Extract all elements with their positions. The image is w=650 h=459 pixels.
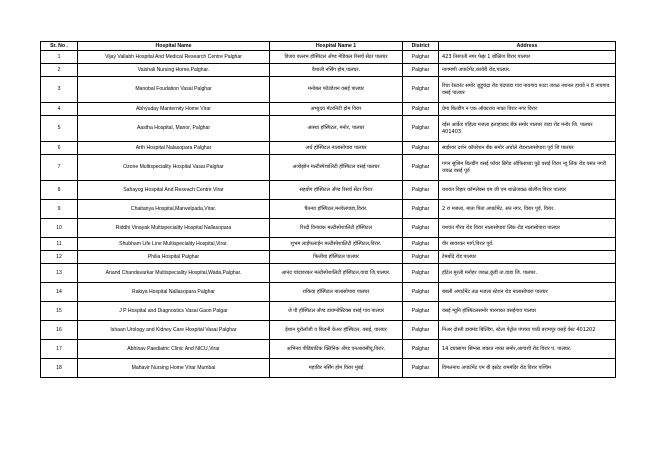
cell-hospital-name-1: मनोबल फॉउंडेशन वसई पालघर	[270, 77, 403, 103]
cell-hospital-name: Vijay Vallabh Hospital And Medical Research Centre Palghar	[78, 51, 270, 64]
cell-district: Palghar	[403, 219, 439, 238]
cell-sr-no: 18	[41, 359, 78, 378]
cell-sr-no: 3	[41, 77, 78, 103]
cell-address: हॉटेल मुरली मनोहर जवळ,कुंडी ता.वाडा जि. पालघर.	[439, 264, 616, 283]
cell-address: यशवंत गौरव रोड विरार नालासोपारा लिंक रोड नालासोपारा पालघर	[439, 219, 616, 238]
cell-hospital-name-1: रिध्दी विनायक मल्टीस्पेशालिटी हॉस्पिटल	[270, 219, 403, 238]
cell-hospital-name: Shubham Life Line Multispeciality Hospital,Virar.	[78, 238, 270, 251]
cell-hospital-name-1: विजय वल्लभ हॉस्पिटल अँण्ड मेडिकल रिसर्च सेंटर पालघर	[270, 51, 403, 64]
cell-hospital-name: Ishaan Urology and Kidney Care Hospital Vasai Palghar	[78, 321, 270, 340]
cell-hospital-name: Abhyuday Manternity Home Virar	[78, 103, 270, 116]
cell-district: Palghar	[403, 77, 439, 103]
cell-hospital-name: Sahayog Hospital And Reseach Centre Virar	[78, 181, 270, 200]
cell-address: रईस आर्केड पहिला मजला इलाहाबाद बँक समोर पालघर वाडा रोड मनोर जि. पालघर 401403	[439, 116, 616, 142]
cell-address: 423 तिरुपती नगर फेझ 1 बोळिंज विरार पालघर	[439, 51, 616, 64]
cell-district: Palghar	[403, 51, 439, 64]
table-body	[41, 51, 616, 378]
cell-address: साईश्वर दर्शन कॉपरेशन बँक समोर अचोले रोडनालासोपारा पूर्व जि पालघर	[439, 142, 616, 155]
cell-district: Palghar	[403, 64, 439, 77]
cell-hospital-name-1: अभ्युदय मॅटरनिटी होम विरार	[270, 103, 403, 116]
cell-sr-no: 5	[41, 116, 78, 142]
cell-hospital-name-1: अभिनव पीडियाटिक क्लिनिक अँण्ड एनआयसीयू,विरार.	[270, 340, 403, 359]
table-row	[41, 155, 616, 181]
table-row	[41, 321, 616, 340]
cell-sr-no: 6	[41, 142, 78, 155]
cell-hospital-name: Abhinav Paediatric Clinic And NICU,Virar	[78, 340, 270, 359]
header-hospital-name-1: Hospital Name 1	[270, 42, 403, 51]
cell-address: 2 रा मजला, माता पिता अपार्टमेंट, संत नगर, विरार पूर्व, विरार.	[439, 200, 616, 219]
cell-hospital-name: Vaishali Nursing Home,Palghar.	[78, 64, 270, 77]
cell-hospital-name-1: आस्था हॉस्पिटल, मनोर, पालघर	[270, 116, 403, 142]
cell-hospital-name: Rakiya Hospital Nallasopara Palghar	[78, 283, 270, 302]
cell-district: Palghar	[403, 283, 439, 302]
cell-sr-no: 13	[41, 264, 78, 283]
cell-district: Palghar	[403, 142, 439, 155]
cell-district: Palghar	[403, 359, 439, 378]
cell-address: बबली अपार्टमेंट तळ मजला स्टेशन रोड नालासोपारा पालघर	[439, 283, 616, 302]
cell-district: Palghar	[403, 181, 439, 200]
cell-hospital-name: Anand Chandavarkar Multispeciality Hospital,Wada,Palghar.	[78, 264, 270, 283]
table-row	[41, 251, 616, 264]
table-row	[41, 283, 616, 302]
table-row	[41, 219, 616, 238]
cell-hospital-name: J P Hospital and Diagnostics Vasai Gaon Palgar	[78, 302, 270, 321]
cell-address: प्रेमा बिल्डींग न एक ऑक्टराय नाका विरार नगर विरार	[439, 103, 616, 116]
cell-sr-no: 8	[41, 181, 78, 200]
cell-district: Palghar	[403, 155, 439, 181]
cell-hospital-name: Aastha Hospital, Manor, Palghar	[78, 116, 270, 142]
table-row	[41, 340, 616, 359]
cell-district: Palghar	[403, 340, 439, 359]
header-sr-no: Sr. No .	[41, 42, 78, 51]
table-header-row	[41, 42, 616, 51]
cell-address: नागमणी अपार्टमेंट,कायेरी रोड,पालघर.	[439, 64, 616, 77]
header-address: Address	[439, 42, 616, 51]
table-row	[41, 142, 616, 155]
table-row	[41, 103, 616, 116]
cell-hospital-name: Riddhi Vinayak Multispeciality Hospital Nallasopara	[78, 219, 270, 238]
cell-district: Palghar	[403, 302, 439, 321]
cell-district: Palghar	[403, 238, 439, 251]
cell-sr-no: 14	[41, 283, 78, 302]
cell-address: वीर सावरकर मार्ग,विरार पूर्व.	[439, 238, 616, 251]
cell-hospital-name: Manobal Foudation Vasai Palghar	[78, 77, 270, 103]
table-row	[41, 51, 616, 64]
cell-hospital-name-1: सहयोग हॉस्पिटल अँण्ड रिसर्च सेंटर विरार	[270, 181, 403, 200]
cell-hospital-name-1: अर्थ हॉस्पिटल नालासोपारा पालघर	[270, 142, 403, 155]
cell-sr-no: 7	[41, 155, 78, 181]
table-row	[41, 359, 616, 378]
table-row	[41, 302, 616, 321]
table-row	[41, 181, 616, 200]
cell-address: गगन सुश्रिम बिल्डींग वसई फॉयर ब्रिगेड ऑफिसच्या पुढे वसई विरार न्यू लिंक रोड वसंत नगरी जवळ वसई पूर्व	[439, 155, 616, 181]
cell-hospital-name-1: आनंद चांदावरकर मल्टीस्पेशालिटी हॉस्पिटल,वाडा जि.पालघर.	[270, 264, 403, 283]
cell-district: Palghar	[403, 251, 439, 264]
cell-hospital-name: Ozone Multispeciality Hospital Vasai Palghar	[78, 155, 270, 181]
cell-address: टेमबोंदे रोड पालघर	[439, 251, 616, 264]
cell-district: Palghar	[403, 116, 439, 142]
cell-district: Palghar	[403, 103, 439, 116]
header-district: District	[403, 42, 439, 51]
cell-hospital-name: Philia Hospital Palghar	[78, 251, 270, 264]
table-row	[41, 116, 616, 142]
cell-hospital-name: Arth Hospital Nalasopara Palghar	[78, 142, 270, 155]
cell-address: निअर दोस्ती डायमंड बिल्डिंग, स्टेला पेट्रोल पंपच्या पाठी बरामपूर वसई वेस्ट 401202	[439, 321, 616, 340]
header-hospital-name: Hospital Name	[78, 42, 270, 51]
cell-sr-no: 9	[41, 200, 78, 219]
table-row	[41, 64, 616, 77]
cell-sr-no: 2	[41, 64, 78, 77]
table-row	[41, 200, 616, 219]
cell-address: 14 दयासागर सिंग्नस.जकात नाका समोर,आगाशी रोड विरार प. पालघर.	[439, 340, 616, 359]
cell-address: रिचा रेस्टारंट समोर जुहूचंद्रा रोड चंदपाडा गाव नायगाव फाटा जवळ नशनल हायवे न 8 नायगाव वसई पालघर	[439, 77, 616, 103]
cell-district: Palghar	[403, 321, 439, 340]
cell-sr-no: 1	[41, 51, 78, 64]
cell-address: विमलनाथ अपार्टमेंट एम बी इस्टेट राममंदिर रोड विरार पश्चिम	[439, 359, 616, 378]
table-row	[41, 264, 616, 283]
cell-sr-no: 10	[41, 219, 78, 238]
cell-sr-no: 11	[41, 238, 78, 251]
cell-sr-no: 12	[41, 251, 78, 264]
cell-hospital-name: Mahavir Nursing Home Virar Mumbai	[78, 359, 270, 378]
cell-hospital-name-1: जे पी हॉस्पिटल अँण्ड डायग्नोस्टिक्स वसई गाव पालघर	[270, 302, 403, 321]
cell-hospital-name-1: राकिया हॉस्पिटल नालासोपारा पालघर	[270, 283, 403, 302]
cell-hospital-name-1: वैशाली नर्सिंग होम,पालघर.	[270, 64, 403, 77]
cell-hospital-name-1: चैतन्या हॉस्पिटल,मनवेलपाडा,विरार.	[270, 200, 403, 219]
hospital-table	[40, 41, 616, 378]
cell-address: यशवंत विहार कॉम्प्लेक्स एम जी एम शाळेजवळ बोलींज विरार पालघर	[439, 181, 616, 200]
cell-sr-no: 15	[41, 302, 78, 321]
cell-sr-no: 4	[41, 103, 78, 116]
cell-district: Palghar	[403, 264, 439, 283]
cell-hospital-name-1: अजोझोन मल्टीस्पेशालिटी हॉस्पिटल वसई पालघर	[270, 155, 403, 181]
cell-district: Palghar	[403, 200, 439, 219]
table-row	[41, 238, 616, 251]
cell-hospital-name-1: फिलीया हॉस्पिटल पालघर	[270, 251, 403, 264]
table-row	[41, 77, 616, 103]
cell-hospital-name-1: शुभम लाईफलाईन मल्टीस्पेशालिटी हॉस्पिटल,विरार.	[270, 238, 403, 251]
cell-hospital-name-1: महाविर नर्सिंग होम विरार मुंबई	[270, 359, 403, 378]
cell-sr-no: 16	[41, 321, 78, 340]
cell-hospital-name-1: ईशान युरोलॉजी व किडनी केअर हॉस्पिटल, वसई, पालघर	[270, 321, 403, 340]
cell-address: वसई म्युनि हॉस्पिटलसमोर पारनाका वसईगाव पालघर	[439, 302, 616, 321]
cell-hospital-name: Chaitanya Hospital,Manvelpada,Virar.	[78, 200, 270, 219]
cell-sr-no: 17	[41, 340, 78, 359]
